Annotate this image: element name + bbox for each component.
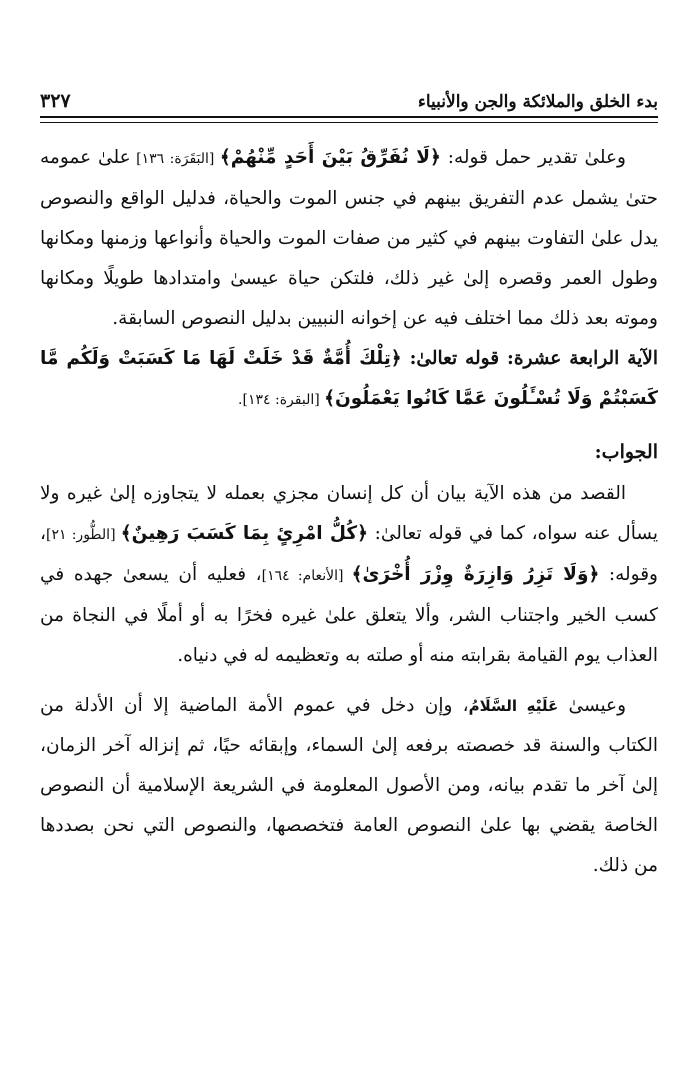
- verse-reference: [الطُّور: ٢١]: [45, 527, 121, 543]
- paragraph-4-intro: وعيسىٰ: [558, 695, 627, 716]
- verse-reference: [البَقَرَة: ١٣٦]: [130, 151, 220, 167]
- paragraph-3-body: ، فعليه أن يسعىٰ جهده في كسب الخير واجتناب الشر، وألا يتعلق علىٰ غيره فخرًا به أو أملًا في النجاة من العذاب يوم القيامة بقرابته منه أو صلته به وتعظيمه له في دنياه.: [40, 564, 658, 666]
- header-rule-thick: [40, 116, 658, 118]
- quran-verse-anam-164: ﴿وَلَا تَزِرُ وَازِرَةٌ وِزْرَ أُخْرَىٰ﴾: [351, 564, 600, 585]
- paragraph-1-body: علىٰ عمومه حتىٰ يشمل عدم التفريق بينهم في جنس الموت والحياة، فدليل الواقع والنصوص يدل علىٰ التفاوت بينهم في كثير من صفات الموت والحياة وأنواعها وزمنها ومكانها وطول العمر وقصره إلىٰ غير ذلك، فلتكن حياة عيسىٰ وامتدادها طويلًا ومكانها وموته بعد ذلك مما اختلف فيه عن إخوانه النبيين بدليل النصوص السابقة.: [40, 147, 658, 329]
- paragraph-4: [40, 686, 658, 886]
- quran-verse-baqarah-134: ﴿تِلْكَ أُمَّةٌ قَدْ خَلَتْ لَهَا مَا كَسَبَتْ وَلَكُم مَّا كَسَبْتُمْ وَلَا تُسْـَٔلُونَ عَمَّا كَانُوا يَعْمَلُونَ﴾: [40, 348, 658, 409]
- paragraph-3-connector: ، وقوله:: [40, 523, 658, 585]
- paragraph-1: [40, 138, 658, 339]
- verse-reference: [الأنعام: ١٦٤]: [261, 568, 352, 584]
- running-header: [40, 84, 658, 112]
- paragraph-3-intro: القصد من هذه الآية بيان أن كل إنسان مجزي بعمله لا يتجاوزه إلىٰ غيره ولا يسأل عنه سواه، كما في قوله تعالىٰ:: [40, 483, 659, 544]
- page-body: [40, 138, 658, 886]
- paragraph-3: [40, 474, 658, 676]
- spacer: [40, 676, 658, 686]
- quran-verse-tur-21: ﴿كُلُّ امْرِئٍ بِمَا كَسَبَ رَهِينٌ﴾: [120, 523, 368, 544]
- spacer: [40, 420, 658, 430]
- quran-verse-baqarah-136: ﴿لَا نُفَرِّقُ بَيْنَ أَحَدٍ مِّنْهُمْ﴾: [219, 147, 441, 168]
- verse-reference: [البقرة: ١٣٤].: [238, 392, 325, 408]
- verse-label: الآية الرابعة عشرة: قوله تعالىٰ:: [401, 348, 658, 369]
- paragraph-2: [40, 339, 658, 420]
- page-number: ٣٢٧: [40, 90, 71, 112]
- header-rule-thin: [40, 122, 658, 123]
- answer-heading: الجواب:: [594, 441, 658, 463]
- header-title: بدء الخلق والملائكة والجن والأنبياء: [417, 92, 658, 112]
- paragraph-1-intro: وعلىٰ تقدير حمل قوله:: [440, 147, 626, 168]
- honorific-glyph: عَلَيْهِ السَّلَامُ: [468, 697, 559, 715]
- paragraph-4-body: ، وإن دخل في عموم الأمة الماضية إلا أن الأدلة من الكتاب والسنة قد خصصته برفعه إلىٰ السماء، وإبقائه حيًا، ثم إنزاله آخر الزمان، إلىٰ آخر ما تقدم بيانه، ومن الأصول المعلومة في الشريعة الإسلامية أن النصوص الخاصة يقضي بها علىٰ النصوص العامة فتخصصها، والنصوص التي نحن بصددها من ذلك.: [40, 695, 658, 876]
